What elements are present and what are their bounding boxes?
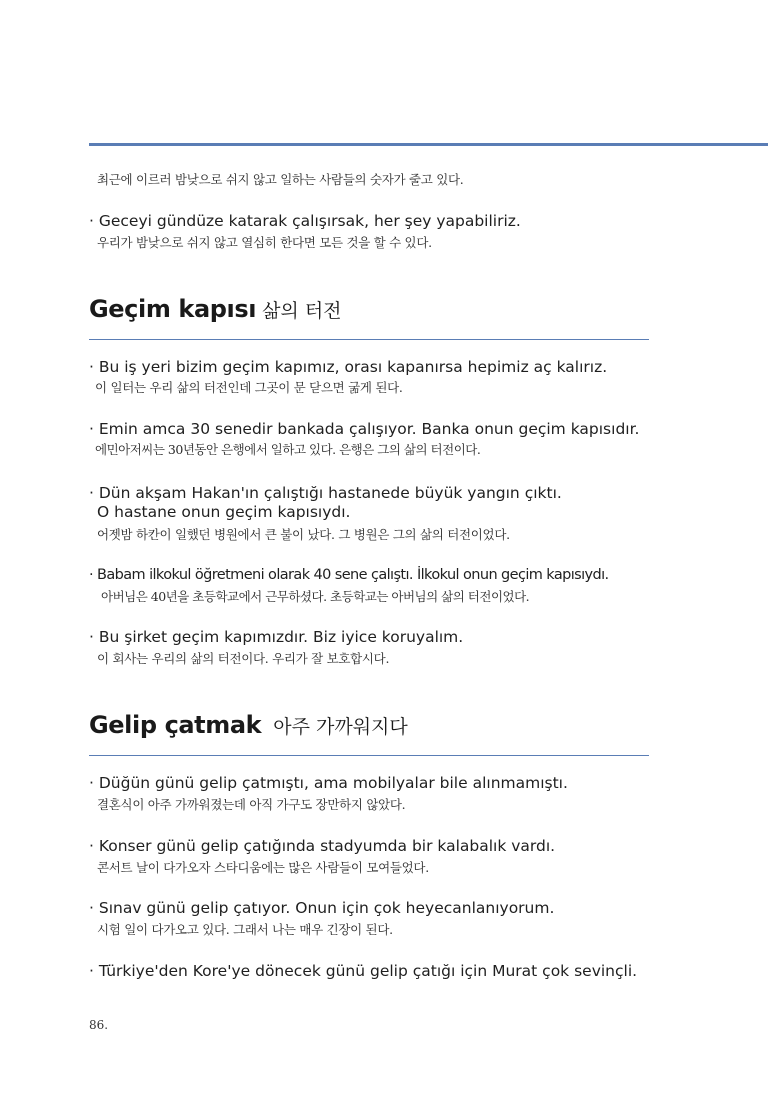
top-rule (89, 143, 768, 146)
section-title-korean: 아주 가까워지다 (273, 716, 408, 738)
example-korean: 시험 일이 다가오고 있다. 그래서 나는 매우 긴장이 된다. (97, 922, 393, 937)
example-korean: 이 회사는 우리의 삶의 터전이다. 우리가 잘 보호합시다. (97, 651, 390, 666)
example-turkish: · Dün akşam Hakan'ın çalıştığı hastanede büyük yangın çıktı. (89, 484, 562, 502)
example-korean: 콘서트 날이 다가오자 스타디움에는 많은 사람들이 모여들었다. (97, 860, 429, 875)
example-turkish: · Türkiye'den Kore'ye dönecek günü gelip çatığı için Murat çok sevinçli. (89, 962, 638, 980)
example-turkish: · Emin amca 30 senedir bankada çalışıyor. Banka onun geçim kapısıdır. (89, 420, 640, 438)
section-heading (89, 295, 342, 323)
example-korean: 결혼식이 아주 가까워졌는데 아직 가구도 장만하지 않았다. (97, 797, 406, 812)
section-rule (89, 755, 649, 756)
section-rule (89, 339, 649, 340)
section-title-turkish: Geçim kapısı (89, 295, 257, 323)
example-korean: 이 일터는 우리 삶의 터전인데 그곳이 문 닫으면 굶게 된다. (95, 380, 403, 395)
example-turkish: · Bu şirket geçim kapımızdır. Biz iyice koruyalım. (89, 628, 464, 646)
example-turkish: · Bu iş yeri bizim geçim kapımız, orası kapanırsa hepimiz aç kalırız. (89, 358, 608, 376)
section-title-turkish: Gelip çatmak (89, 711, 262, 739)
intro-korean-2: 우리가 밤낮으로 쉬지 않고 열심히 한다면 모든 것을 할 수 있다. (97, 235, 432, 250)
section-heading (89, 711, 408, 739)
page-number: 86. (89, 1018, 109, 1032)
intro-turkish-2: · Geceyi gündüze katarak çalışırsak, her şey yapabiliriz. (89, 212, 521, 230)
example-turkish-continued: O hastane onun geçim kapısıydı. (97, 503, 351, 521)
example-turkish: · Babam ilkokul öğretmeni olarak 40 sene çalıştı. İlkokul onun geçim kapısıydı. (89, 567, 609, 583)
example-korean: 아버님은 40년을 초등학교에서 근무하셨다. 초등학교는 아버님의 삶의 터전이었다. (101, 589, 530, 604)
example-korean: 에민아저씨는 30년동안 은행에서 일하고 있다. 은행은 그의 삶의 터전이다. (95, 442, 481, 457)
section-title-korean: 삶의 터전 (262, 300, 342, 322)
example-turkish: · Sınav günü gelip çatıyor. Onun için çok heyecanlanıyorum. (89, 899, 555, 917)
intro-korean-1: 최근에 이르러 밤낮으로 쉬지 않고 일하는 사람들의 숫자가 줄고 있다. (97, 172, 464, 187)
example-turkish: · Konser günü gelip çatığında stadyumda bir kalabalık vardı. (89, 837, 556, 855)
example-turkish: · Düğün günü gelip çatmıştı, ama mobilyalar bile alınmamıştı. (89, 774, 568, 792)
example-korean: 어젯밤 하칸이 일했던 병원에서 큰 불이 났다. 그 병원은 그의 삶의 터전이었다. (97, 527, 510, 542)
